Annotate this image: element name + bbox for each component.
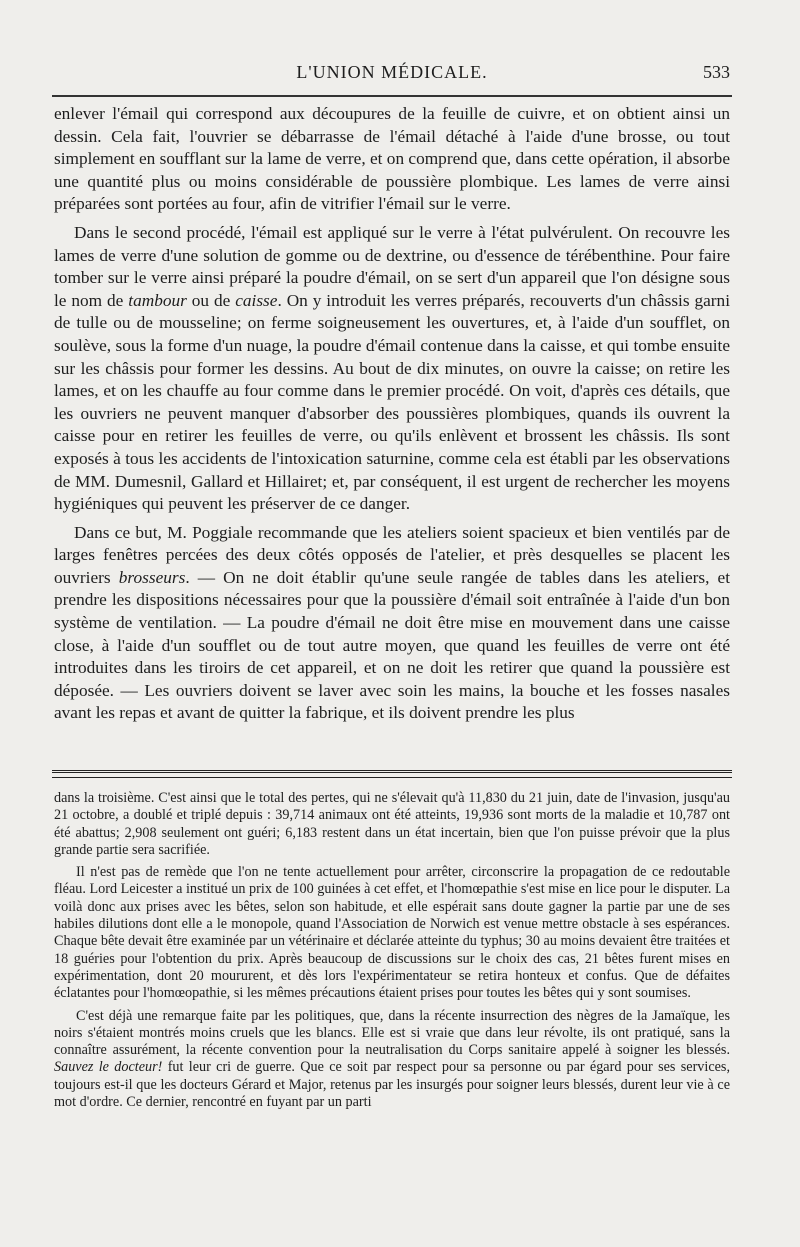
main-text-column — [54, 103, 730, 725]
page-number: 533 — [703, 62, 730, 82]
paragraph-3: Dans ce but, M. Poggiale recommande que les ateliers soient spacieux et bien ventilés par de larges fenêtres percées des deux côtés opposés de l'atelier, et près desquelles se placent les ouvriers brosseurs. — On ne doit établir qu'une seule rangée de tables dans les ateliers, et prendre les dispositions nécessaires pour que la poussière d'émail soit entraînée à l'aide d'un bon système de ventilation. — La poudre d'émail ne doit être mise en mouvement dans une caisse close, à l'aide d'un soufflet ou de tout autre moyen, que quand les feuilles de verre ont été introduites dans les tiroirs de cet appareil, et on ne doit les retirer que quand la poussière est déposée. — Les ouvriers doivent se laver avec soin les mains, la bouche et les fosses nasales avant les repas et avant de quitter la fabrique, et ils doivent prendre les plus — [54, 522, 731, 723]
note-paragraph-1: dans la troisième. C'est ainsi que le total des pertes, qui ne s'élevait qu'à 11,830 du 21 juin, date de l'invasion, jusqu'au 21 octobre, a doublé et triplé depuis : 39,714 animaux ont été atteints, 19,936 sont morts de la maladie et 10,787 ont été abattus; 2,908 seulement ont guéri; 6,183 restent dans un état incertain, bien que l'on puisse prévoir que la plus grande partie sera sacrifiée. — [54, 790, 730, 858]
note-paragraph-3: C'est déjà une remarque faite par les politiques, que, dans la récente insurrection des nègres de la Jamaïque, les noirs s'étaient montrés moins cruels que les blancs. Elle est si vraie que dans leur révolte, ils ont pratiqué, sans la connaître assurément, la récente convention pour la neutralisation du Corps sanitaire appelé à soigner les blessés. Sauvez le docteur! fut leur cri de guerre. Que ce soit par respect pour sa personne ou par égard pour ses services, toujours est-il que les docteurs Gérard et Major, retenus par les insurgés pour soigner leurs blessés, durent leur vie à ce mot d'ordre. Ce dernier, rencontré en fuyant par un parti — [54, 1007, 730, 1111]
paragraph-2: Dans le second procédé, l'émail est appliqué sur le verre à l'état pulvérulent. On recouvre les lames de verre d'une solution de gomme ou de dextrine, ou d'essence de térébenthine. Pour faire tomber sur le verre ainsi préparé la poudre d'émail, on se sert d'un appareil que l'on désigne sous le nom de tambour ou de caisse. On y introduit les verres préparés, recouverts d'un châssis garni de tulle ou de mousseline; on ferme soigneusement les ouvertures, et, à l'aide d'un soufflet, on soulève, sous la forme d'un nuage, la poudre d'émail contenue dans la caisse, et qui tombe ensuite sur les châssis pour former les dessins. Au bout de dix minutes, on ouvre la caisse; on retire les lames, et on les chauffe au four comme dans le premier procédé. On voit, d'après ces détails, que les ouvriers ne peuvent manquer d'absorber des poussières plombiques, quands ils ouvrent la caisse pour en retirer les feuilles de verre, ou qu'ils enlèvent et brossent les châssis. Ils sont exposés à tous les accidents de l'intoxication saturnine, comme cela est établi par les observations de MM. Dumesnil, Gallard et Hillairet; et, par conséquent, il est urgent de rechercher les moyens hygiéniques qui peuvent les préserver de ce danger. — [54, 222, 730, 514]
paragraph-1: enlever l'émail qui correspond aux découpures de la feuille de cuivre, et on obtient ainsi un dessin. Cela fait, l'ouvrier se débarrasse de l'émail détaché à l'aide d'une brosse, ou tout simplement en soufflant sur la lame de verre, et on comprend que, dans cette opération, il absorbe une quantité plus ou moins considérable de poussière plombique. Les lames de verre ainsi préparées sont portées au four, afin de vitrifier l'émail sur le verre. — [54, 104, 730, 214]
page-header — [54, 62, 730, 84]
note-paragraph-2: Il n'est pas de remède que l'on ne tente actuellement pour arrêter, circonscrire la propagation de ce redoutable fléau. Lord Leicester a institué un prix de 100 guinées à cet effet, et l'homœpathie s'est mise en lice pour le disputer. La voilà donc aux prises avec les bêtes, selon son habitude, et elle espérait sans doute gagner la partie par une de ses habiles dilutions dont elle a le monopole, quand l'Association de Norwich est venue mettre obstacle à ses espérances. Chaque bête devait être examinée par un vétérinaire et déclarée atteinte du typhus; 30 au moins devaient être traitées et 18 guéries pour l'obtention du prix. Après beaucoup de discussions sur le choix des cas, 21 bêtes furent mises en expérimentation, dont 20 moururent, et dès lors l'expérimentateur se retira honteux et confus. Que de défaites éclatantes pour l'homœopathie, si les mêmes précautions étaient prises pour toutes les bêtes qui y sont soumises. — [54, 864, 730, 1002]
footnote-separator-rule — [52, 770, 732, 778]
header-rule — [52, 95, 732, 97]
running-title: L'UNION MÉDICALE. — [296, 62, 488, 82]
feuilleton-text — [54, 790, 730, 1111]
